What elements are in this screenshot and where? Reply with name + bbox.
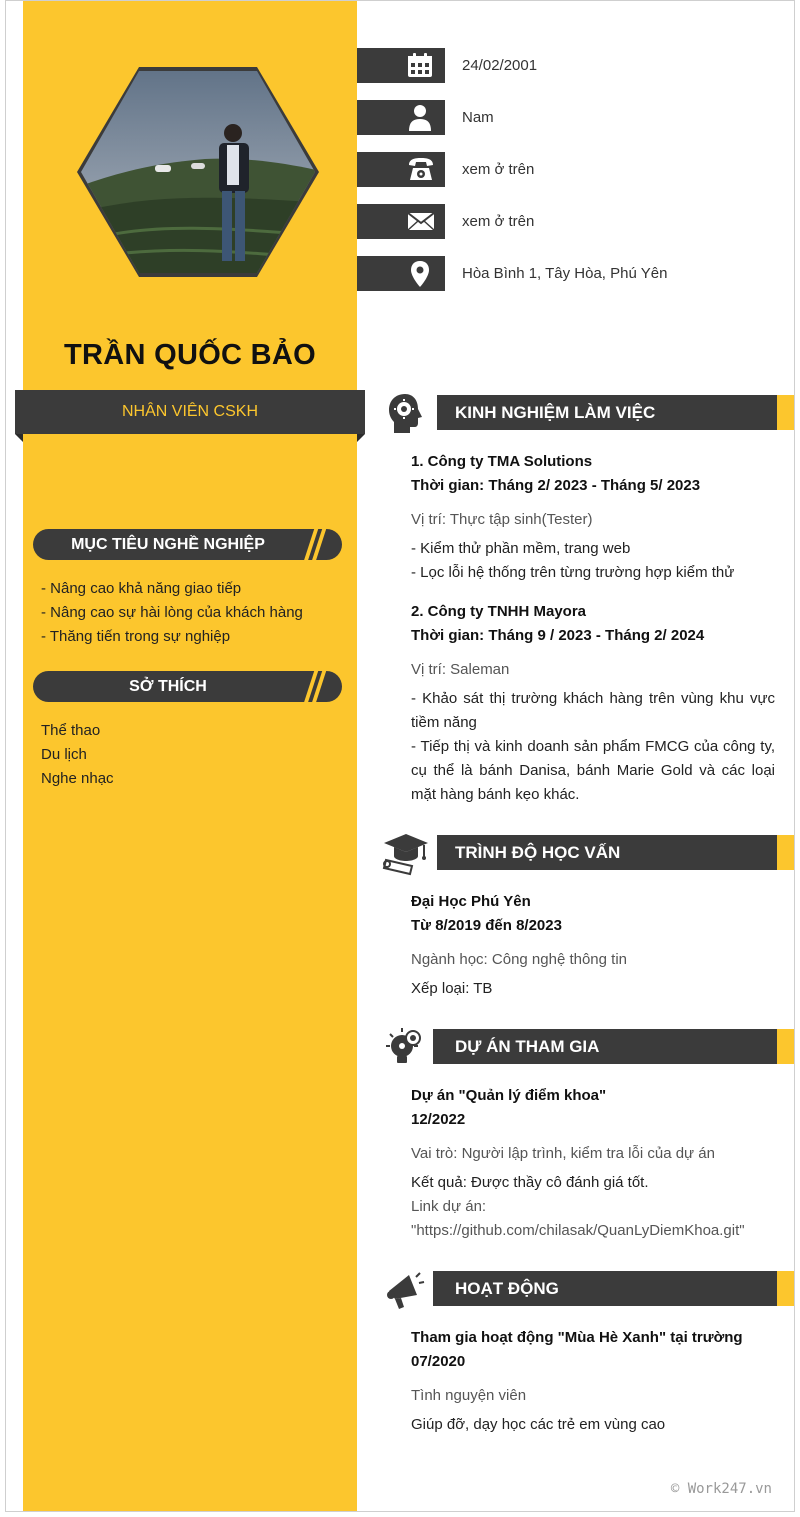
heading-accent — [777, 1029, 795, 1064]
calendar-icon — [407, 52, 433, 78]
heading-accent — [777, 1271, 795, 1306]
job-role: Vị trí: Saleman — [411, 661, 510, 678]
list-item: Thể thao — [41, 722, 101, 739]
list-item: - Thăng tiến trong sự nghiệp — [41, 628, 231, 645]
project-name: Dự án "Quản lý điểm khoa" — [411, 1087, 607, 1104]
phone-icon — [407, 156, 435, 182]
company-name: 1. Công ty TMA Solutions — [411, 453, 593, 470]
project-entry — [411, 1084, 775, 1243]
job-title: NHÂN VIÊN CSKH — [121, 403, 259, 420]
list-item: - Nâng cao khả năng giao tiếp — [41, 580, 242, 597]
job-detail: - Khảo sát thị trường khách hàng trên vùng khu vực tiềm năng — [411, 690, 775, 731]
head-gear-icon — [383, 390, 429, 436]
list-item: - Nâng cao sự hài lòng của khách hàng — [41, 604, 303, 621]
hobbies-title: SỞ THÍCH — [129, 678, 207, 695]
list-item: Nghe nhạc — [41, 770, 114, 787]
activity-role: Tình nguyện viên — [411, 1387, 527, 1404]
projects-heading — [433, 1029, 777, 1064]
left-sidebar — [23, 1, 357, 1512]
envelope-icon — [407, 208, 435, 234]
education-entry — [411, 890, 775, 1001]
education-period: Từ 8/2019 đến 8/2023 — [411, 917, 562, 934]
education-heading — [437, 835, 777, 870]
school-name: Đại Học Phú Yên — [411, 893, 531, 910]
job-detail: - Kiểm thử phần mềm, trang web — [411, 540, 631, 557]
objective-list — [41, 577, 303, 649]
birthdate-text: 24/02/2001 — [462, 57, 538, 74]
project-link: "https://github.com/chilasak/QuanLyDiemKhoa.git" — [411, 1222, 745, 1239]
activity-date: 07/2020 — [411, 1353, 466, 1370]
job-role: Vị trí: Thực tập sinh(Tester) — [411, 511, 593, 528]
objective-title: MỤC TIÊU NGHỀ NGHIỆP — [71, 536, 265, 553]
activities-title: HOẠT ĐỘNG — [455, 1279, 559, 1298]
experience-title: KINH NGHIỆM LÀM VIỆC — [455, 403, 656, 422]
project-link-label: Link dự án: — [411, 1198, 487, 1215]
projects-title: DỰ ÁN THAM GIA — [455, 1037, 600, 1056]
hobbies-heading — [33, 671, 342, 702]
job-detail: - Lọc lỗi hệ thống trên từng trường hợp kiểm thử — [411, 564, 735, 581]
activity-entry — [411, 1326, 775, 1437]
gender-text: Nam — [462, 109, 494, 126]
avatar-photo — [75, 63, 321, 281]
project-date: 12/2022 — [411, 1111, 466, 1128]
activity-detail: Giúp đỡ, dạy học các trẻ em vùng cao — [411, 1416, 666, 1433]
education-title: TRÌNH ĐỘ HỌC VẤN — [455, 843, 621, 862]
activity-name: Tham gia hoạt động "Mùa Hè Xanh" tại trường — [411, 1329, 743, 1346]
job-detail: - Tiếp thị và kinh doanh sản phẩm FMCG của công ty, cụ thể là bánh Danisa, bánh Marie Gold và các loại mặt hàng bánh kẹo khác. — [411, 738, 775, 803]
person-icon — [407, 104, 433, 132]
objective-heading — [33, 529, 342, 560]
heading-accent — [777, 395, 795, 430]
watermark: © Work247.vn — [670, 1481, 772, 1497]
activities-heading — [433, 1271, 777, 1306]
job-entry — [411, 600, 775, 807]
hobbies-list — [41, 719, 114, 791]
education-grade: Xếp loại: TB — [411, 980, 493, 997]
company-name: 2. Công ty TNHH Mayora — [411, 603, 587, 620]
map-pin-icon — [407, 260, 433, 288]
list-item: Du lịch — [41, 746, 87, 763]
project-role: Vai trò: Người lập trình, kiểm tra lỗi của dự án — [411, 1145, 715, 1162]
graduation-cap-icon — [382, 830, 430, 876]
experience-heading — [437, 395, 777, 430]
education-major: Ngành học: Công nghệ thông tin — [411, 951, 627, 968]
cv-page — [5, 0, 795, 1512]
address-text: Hòa Bình 1, Tây Hòa, Phú Yên — [462, 265, 668, 282]
job-period: Thời gian: Tháng 9 / 2023 - Tháng 2/ 2024 — [411, 627, 705, 644]
heading-accent — [777, 835, 795, 870]
job-entry — [411, 450, 775, 585]
megaphone-icon — [383, 1269, 425, 1311]
email-text: xem ở trên — [462, 213, 535, 230]
job-period: Thời gian: Tháng 2/ 2023 - Tháng 5/ 2023 — [411, 477, 701, 494]
phone-text: xem ở trên — [462, 161, 535, 178]
project-result: Kết quả: Được thầy cô đánh giá tốt. — [411, 1174, 649, 1191]
candidate-name: TRẦN QUỐC BẢO — [64, 339, 316, 371]
job-title-ribbon — [15, 390, 365, 434]
bulb-gear-icon — [383, 1026, 425, 1068]
